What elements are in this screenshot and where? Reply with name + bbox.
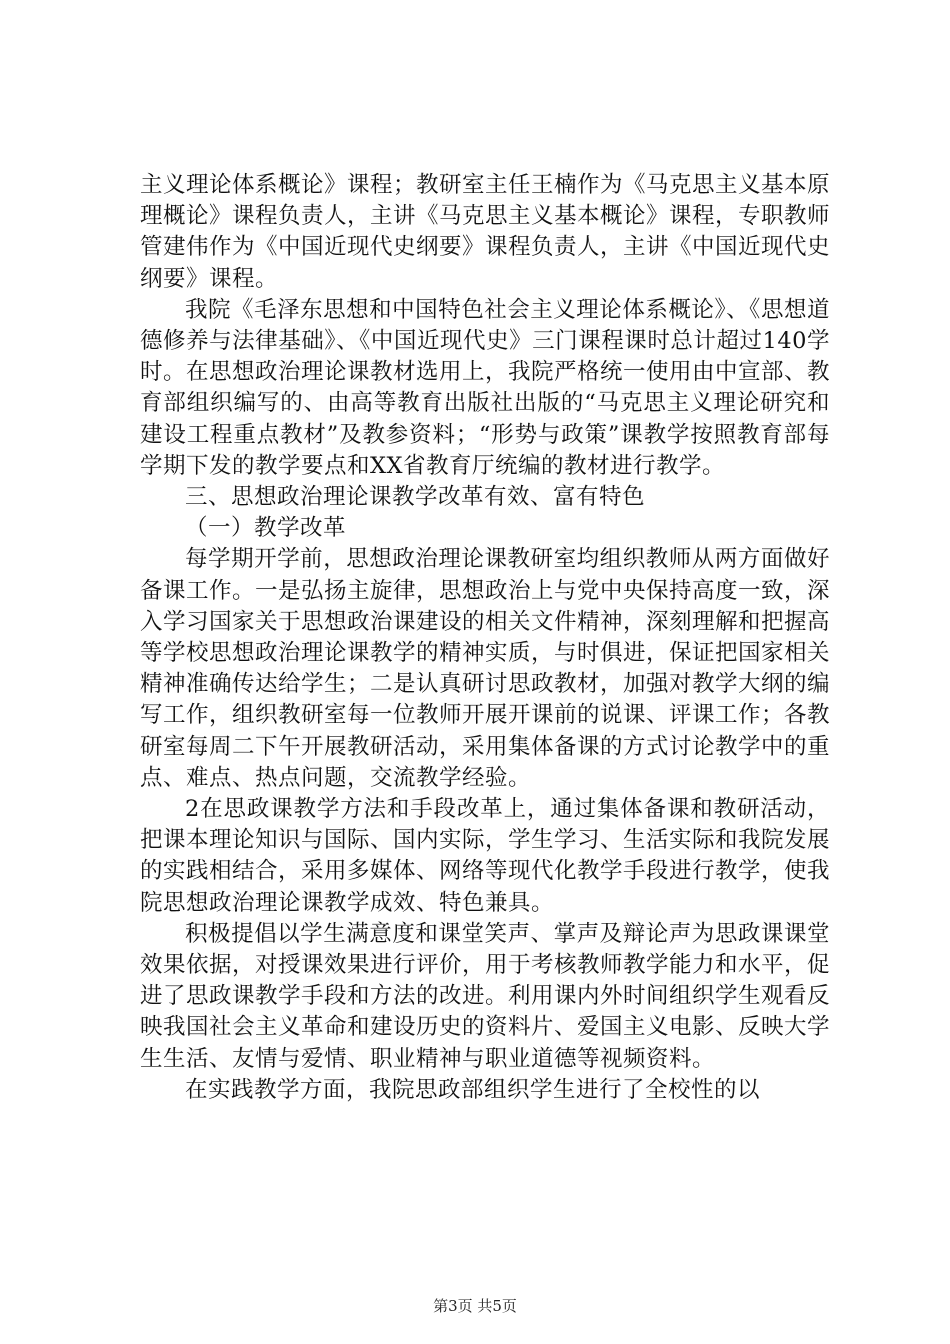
page-footer: 第3页 共5页	[433, 1297, 517, 1315]
paragraph-evaluation: 积极提倡以学生满意度和课堂笑声、掌声及辩论声为思政课课堂效果依据，对授课效果进行评价，用于考核教师教学能力和水平，促进了思政课教学手段和方法的改进。利用课内外时间组织学生观看反映我国社会主义革命和建设历史的资料片、爱国主义电影、反映大学生生活、友情与爱情、职业精神与职业道德等视频资料。	[140, 920, 831, 1072]
subsection-heading-reform: （一）教学改革	[185, 515, 347, 542]
paragraph-lesson-preparation: 每学期开学前，思想政治理论课教研室均组织教师从两方面做好备课工作。一是弘扬主旋律，思想政治上与党中央保持高度一致，深入学习国家关于思想政治课建设的相关文件精神，深刻理解和把握高等学校思想政治理论课教学的精神实质，与时俱进，保证把国家相关精神准确传达给学生；二是认真研讨思政教材，加强对教学大纲的编写工作，组织教研室每一位教师开展开课前的说课、评课工作；各教研室每周二下午开展教研活动，采用集体备课的方式讨论教学中的重点、难点、热点问题，交流教学经验。	[140, 546, 831, 791]
paragraph-practice-teaching: 在实践教学方面，我院思政部组织学生进行了全校性的以	[185, 1076, 761, 1103]
document-body	[140, 170, 830, 1106]
paragraph-teaching-methods: 2在思政课教学方法和手段改革上，通过集体备课和教研活动，把课本理论知识与国际、国内实际，学生学习、生活实际和我院发展的实践相结合，采用多媒体、网络等现代化教学手段进行教学，使我院思想政治理论课教学成效、特色兼具。	[140, 796, 831, 916]
section-heading-teaching-reform: 三、思想政治理论课教学改革有效、富有特色	[185, 484, 646, 511]
paragraph-course-hours: 我院《毛泽东思想和中国特色社会主义理论体系概论》、《思想道德修养与法律基础》、《中国近现代史》三门课程课时总计超过140学时。在思想政治理论课教材选用上，我院严格统一使用由中宣部、教育部组织编写的、由高等教育出版社出版的“马克思主义理论研究和建设工程重点教材”及教参资料；“形势与政策”课教学按照教育部每学期下发的教学要点和XX省教育厅统编的教材进行教学。	[140, 296, 831, 479]
paragraph-course-leaders: 主义理论体系概论》课程；教研室主任王楠作为《马克思主义基本原理概论》课程负责人，主讲《马克思主义基本概论》课程，专职教师管建伟作为《中国近现代史纲要》课程负责人，主讲《中国近现代史纲要》课程。	[140, 172, 831, 292]
